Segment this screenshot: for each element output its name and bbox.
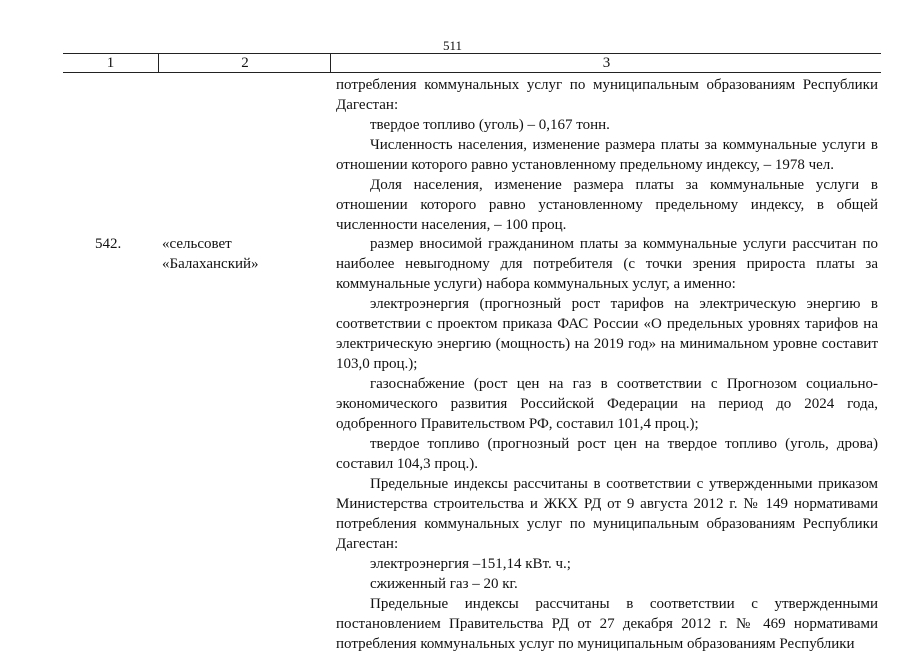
municipality-name	[162, 234, 322, 274]
row-number: 542.	[95, 236, 122, 252]
row-paragraph: сжиженный газ – 20 кг.	[370, 576, 518, 592]
header-col-1: 1	[106, 55, 115, 71]
row-paragraph: газоснабжение (рост цен на газ в соответствии с Прогнозом социально-экономического развития Российской Федерации на период до 2024 года, одобренного Правительством РФ, составил 101,4 проц.);	[336, 376, 878, 432]
row-paragraph: электроэнергия –151,14 кВт. ч.;	[370, 556, 571, 572]
row-paragraph: размер вносимой гражданином платы за коммунальные услуги рассчитан по наиболее невыгодному для потребителя (с точки зрения прироста платы за коммунальные услуги) набора коммунальных услуг, а именно:	[336, 236, 878, 292]
header-col-2: 2	[158, 54, 331, 72]
row-542-text	[336, 234, 878, 654]
continuation-paragraph: Численность населения, изменение размера платы за коммунальные услуги в отношении которого равно установленному предельному индексу, – 1978 чел.	[336, 137, 878, 173]
continuation-paragraph: твердое топливо (уголь) – 0,167 тонн.	[370, 117, 610, 133]
continuation-text	[336, 75, 878, 235]
continuation-paragraph: потребления коммунальных услуг по муниципальным образованиям Республики Дагестан:	[336, 77, 878, 113]
continuation-paragraph: Доля населения, изменение размера платы за коммунальные услуги в отношении которого равно установленному предельному индексу, в общей численности населения, – 100 проц.	[336, 177, 878, 233]
header-col-3: 3	[330, 54, 882, 72]
table-header	[63, 53, 881, 73]
municipality-name-line: «сельсовет	[162, 236, 232, 252]
row-paragraph: твердое топливо (прогнозный рост цен на твердое топливо (уголь, дрова) составил 104,3 проц.).	[336, 436, 878, 472]
page-number: 511	[442, 38, 463, 53]
row-paragraph: Предельные индексы рассчитаны в соответствии с утвержденными постановлением Правительства РД от 27 декабря 2012 г. № 469 нормативами потребления коммунальных услуг по муниципальным образованиям Республики	[336, 596, 878, 652]
municipality-name-line: «Балаханский»	[162, 256, 259, 272]
row-paragraph: электроэнергия (прогнозный рост тарифов на электрическую энергию в соответствии с проектом приказа ФАС России «О предельных уровнях тарифов на электрическую энергию (мощность) на 2019 год» на минимальном уровне составит 103,0 проц.);	[336, 296, 878, 372]
row-paragraph: Предельные индексы рассчитаны в соответствии с утвержденными приказом Министерства строительства и ЖКХ РД от 9 августа 2012 г. № 149 нормативами потребления коммунальных услуг по муниципальным образованиям Республики Дагестан:	[336, 476, 878, 552]
